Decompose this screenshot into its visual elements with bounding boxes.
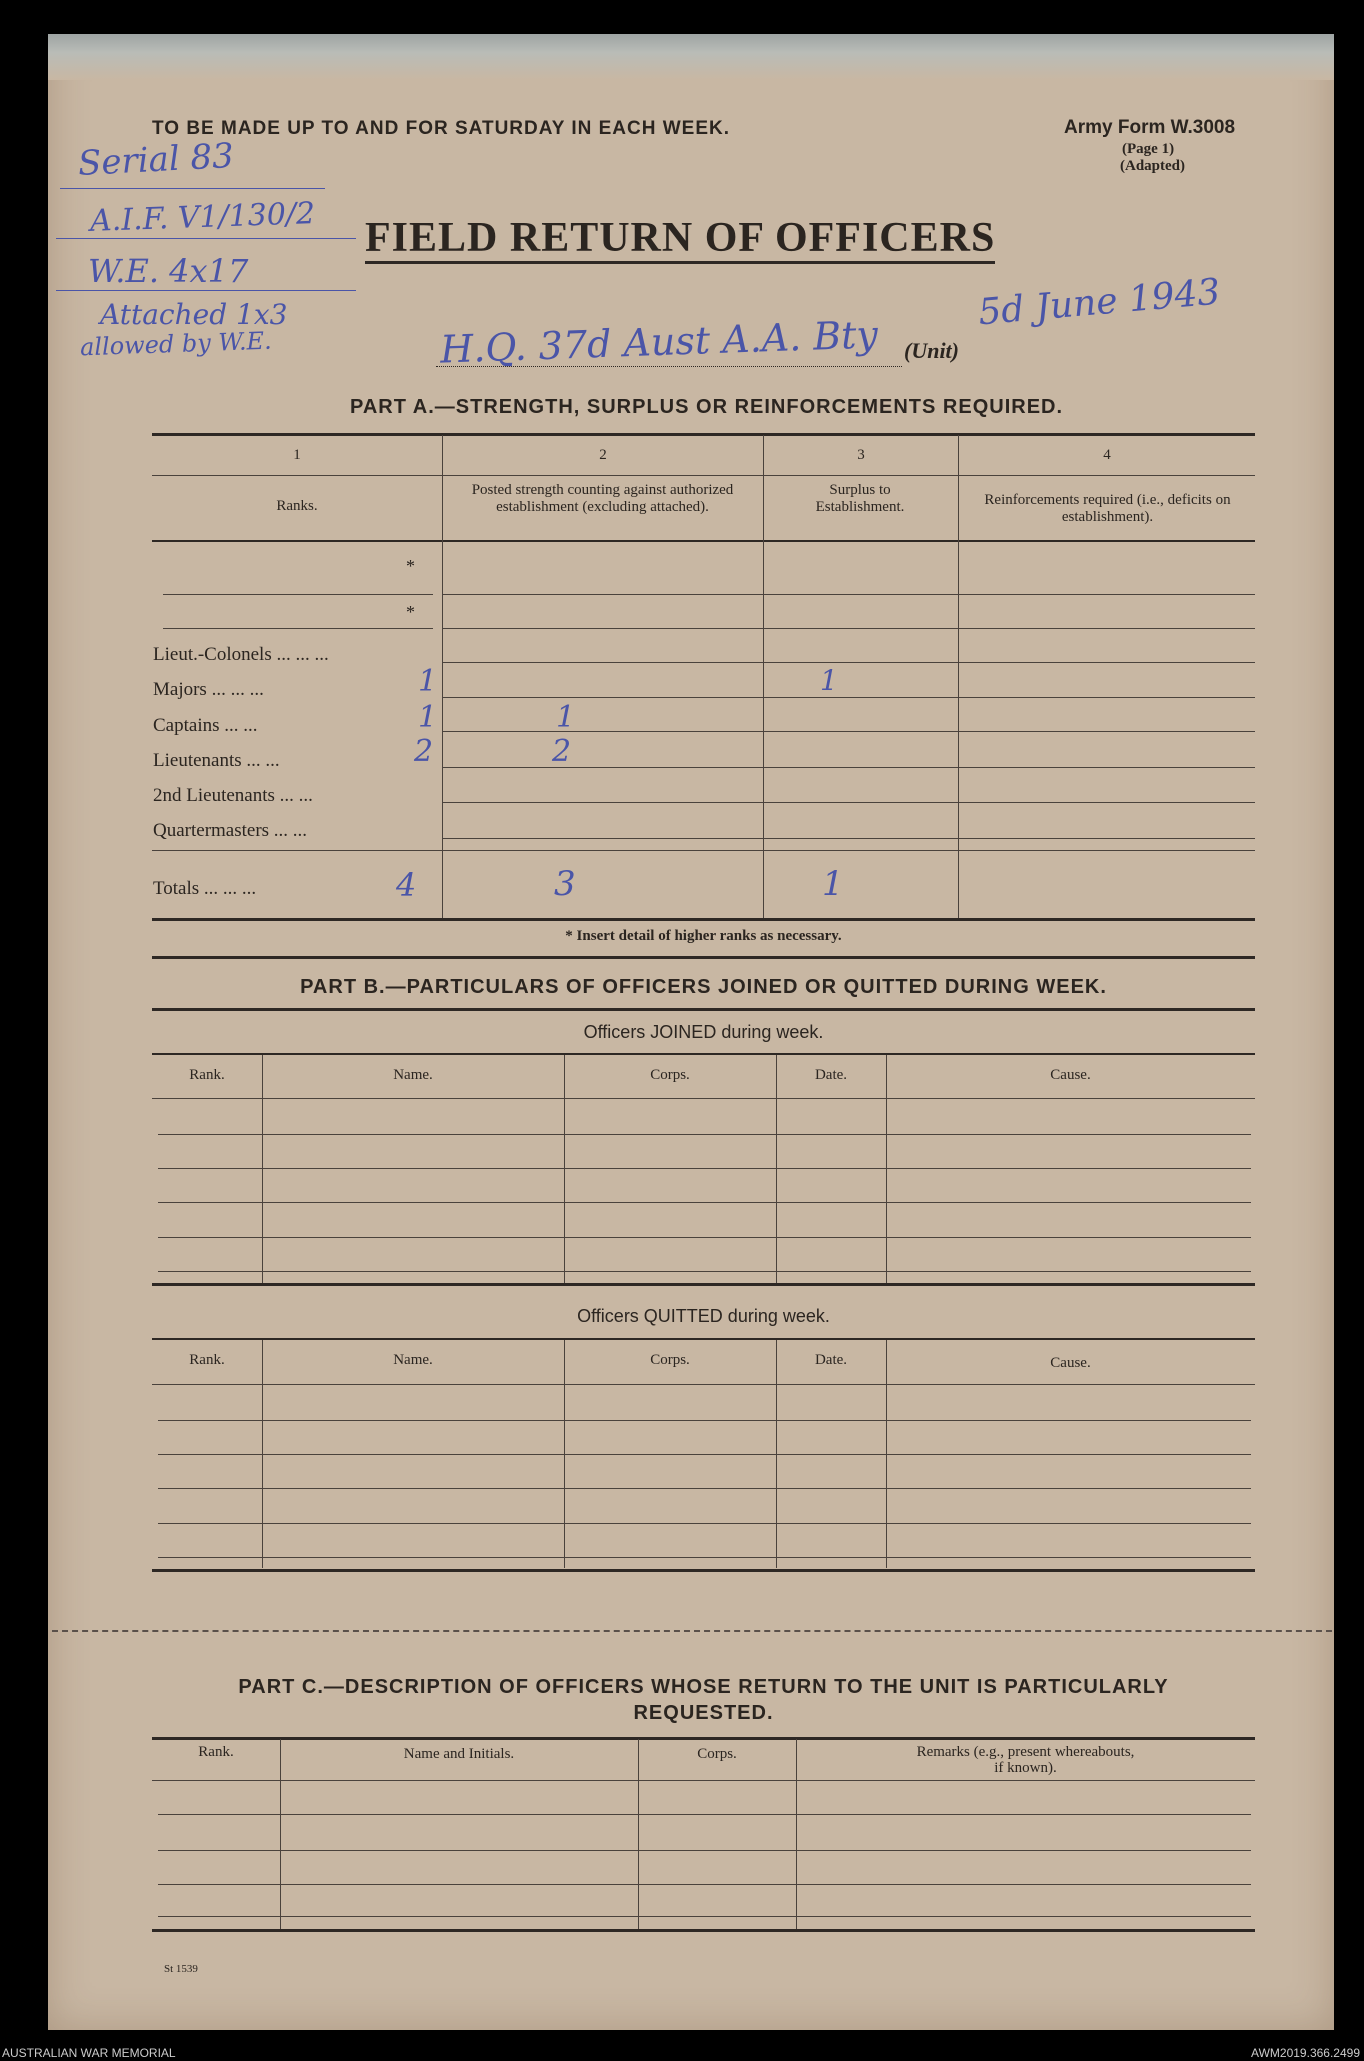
torn-edge — [48, 34, 1334, 80]
joined-vline-2 — [564, 1055, 565, 1283]
lieutenants-est: 2 — [414, 734, 434, 769]
print-code: St 1539 — [164, 1963, 198, 1975]
we-underline — [56, 290, 356, 291]
quitted-bottom-rule — [152, 1569, 1255, 1572]
col-number-4: 4 — [1103, 447, 1111, 463]
quitted-row-5 — [158, 1557, 1251, 1558]
handwritten-attached: Attached 1x3 — [100, 298, 288, 331]
star-line-2 — [163, 628, 433, 629]
part-a-top-rule — [152, 433, 1255, 436]
part-b-heading: PART B.—PARTICULARS OF OFFICERS JOINED OR QUITTED DURING WEEK. — [300, 976, 1107, 998]
rank-captains: Captains ... ... — [153, 715, 258, 736]
col-header-posted: Posted strength counting against authorized establishment (excluding attached). — [471, 482, 734, 515]
page-label: (Page 1) — [1122, 141, 1175, 157]
part-c-heading-2: REQUESTED. — [633, 1702, 774, 1724]
row-line-c — [443, 662, 1255, 663]
joined-col-corps: Corps. — [650, 1067, 690, 1083]
adapted-label: (Adapted) — [1120, 158, 1186, 174]
part-c-row-4 — [158, 1916, 1251, 1917]
rank-lieut-colonels: Lieut.-Colonels ... ... ... — [153, 644, 329, 665]
captains-posted: 1 — [556, 700, 576, 735]
joined-top-rule — [152, 1053, 1255, 1055]
joined-row-5 — [158, 1271, 1251, 1272]
part-c-vline-2 — [638, 1739, 639, 1929]
part-c-row-3 — [158, 1884, 1251, 1885]
joined-row-4 — [158, 1237, 1251, 1238]
totals-top-rule — [152, 850, 1255, 851]
part-a-heading: PART A.—STRENGTH, SURPLUS OR REINFORCEMENTS REQUIRED. — [350, 396, 1064, 418]
totals-est: 4 — [396, 866, 417, 904]
quitted-col-date: Date. — [814, 1352, 848, 1368]
joined-col-cause: Cause. — [1050, 1067, 1091, 1083]
joined-bottom-rule — [152, 1283, 1255, 1286]
star-mark-2: * — [406, 602, 415, 622]
footer-right: AWM2019.366.2499 — [1251, 2046, 1360, 2060]
majors-est: 1 — [418, 664, 438, 699]
rank-lieutenants: Lieutenants ... ... — [153, 750, 280, 771]
part-c-row-2 — [158, 1850, 1251, 1851]
quitted-row-1 — [158, 1420, 1251, 1421]
part-a-num-rule — [152, 475, 1255, 476]
part-a-footnote: * Insert detail of higher ranks as necessary. — [565, 928, 842, 944]
joined-vline-1 — [262, 1055, 263, 1283]
quitted-col-rank: Rank. — [189, 1352, 225, 1368]
handwritten-we: W.E. 4x17 — [88, 252, 249, 290]
star-line-1 — [163, 594, 433, 595]
col-header-surplus: Surplus to Establishment. — [815, 482, 905, 515]
quitted-row-3 — [158, 1488, 1251, 1489]
part-a-vline-3 — [958, 435, 959, 919]
part-c-col-corps: Corps. — [697, 1746, 737, 1762]
form-number: Army Form W.3008 — [1064, 117, 1236, 138]
row-line-a — [443, 594, 1255, 595]
joined-col-name: Name. — [393, 1067, 433, 1083]
quitted-heading: Officers QUITTED during week. — [577, 1306, 830, 1326]
part-c-header-rule — [152, 1780, 1255, 1781]
part-c-col-rank: Rank. — [198, 1744, 234, 1760]
totals-label: Totals ... ... ... — [153, 878, 257, 899]
handwritten-date: 5d June 1943 — [976, 271, 1222, 334]
part-c-col-remarks-2: if known). — [994, 1760, 1057, 1776]
part-a-bottom-rule — [152, 918, 1255, 921]
part-c-vline-3 — [796, 1739, 797, 1929]
quitted-col-cause: Cause. — [1050, 1355, 1091, 1371]
col-number-1: 1 — [293, 447, 301, 463]
joined-row-3 — [158, 1202, 1251, 1203]
rank-majors: Majors ... ... ... — [153, 679, 264, 700]
part-a-vline-2 — [763, 435, 764, 919]
majors-surplus: 1 — [820, 664, 838, 697]
totals-posted: 3 — [554, 864, 576, 904]
row-line-b — [443, 628, 1255, 629]
serial-underline — [60, 188, 325, 189]
col-number-3: 3 — [857, 447, 865, 463]
joined-heading: Officers JOINED during week. — [583, 1022, 824, 1042]
quitted-row-2 — [158, 1454, 1251, 1455]
star-mark-1: * — [406, 556, 415, 576]
quitted-col-corps: Corps. — [650, 1352, 690, 1368]
part-c-bottom-rule — [152, 1929, 1255, 1932]
part-b-top-rule — [152, 1008, 1255, 1011]
joined-vline-3 — [776, 1055, 777, 1283]
rank-quartermasters: Quartermasters ... ... — [153, 820, 308, 841]
joined-col-rank: Rank. — [189, 1067, 225, 1083]
part-c-col-remarks: Remarks (e.g., present whereabouts, — [916, 1744, 1135, 1760]
handwritten-aif: A.I.F. V1/130/2 — [89, 196, 316, 239]
joined-row-2 — [158, 1168, 1251, 1169]
handwritten-serial: Serial 83 — [77, 135, 235, 185]
unit-dotted-line — [436, 366, 902, 367]
rank-2nd-lieutenants: 2nd Lieutenants ... ... — [153, 785, 313, 806]
part-c-heading-1: PART C.—DESCRIPTION OF OFFICERS WHOSE RETURN TO THE UNIT IS PARTICULARLY — [238, 1676, 1169, 1698]
quitted-row-4 — [158, 1523, 1251, 1524]
row-line-g — [443, 802, 1255, 803]
lieutenants-posted: 2 — [552, 734, 572, 769]
perforation-line — [52, 1630, 1332, 1632]
joined-col-date: Date. — [814, 1067, 848, 1083]
quitted-col-name: Name. — [393, 1352, 433, 1368]
instruction-text: TO BE MADE UP TO AND FOR SATURDAY IN EACH WEEK. — [152, 118, 730, 139]
joined-vline-4 — [886, 1055, 887, 1283]
aif-underline — [56, 238, 356, 239]
joined-row-1 — [158, 1134, 1251, 1135]
part-c-top-rule — [152, 1737, 1255, 1740]
row-line-h — [443, 838, 1255, 839]
part-a-end-rule — [152, 956, 1255, 959]
part-c-row-1 — [158, 1814, 1251, 1815]
quitted-header-rule — [152, 1384, 1255, 1385]
captains-est: 1 — [418, 700, 438, 735]
part-c-col-name: Name and Initials. — [403, 1746, 515, 1762]
col-header-ranks: Ranks. — [276, 498, 318, 514]
handwritten-unit: H.Q. 37d Aust A.A. Bty — [439, 312, 879, 372]
part-a-vline-1 — [442, 435, 443, 919]
unit-label: (Unit) — [904, 338, 959, 363]
footer-left: AUSTRALIAN WAR MEMORIAL — [2, 2046, 176, 2060]
totals-surplus: 1 — [822, 864, 844, 904]
quitted-top-rule — [152, 1338, 1255, 1340]
page-title: FIELD RETURN OF OFFICERS — [365, 215, 995, 264]
col-header-reinforcements: Reinforcements required (i.e., deficits on establishment). — [984, 492, 1231, 525]
col-number-2: 2 — [599, 447, 607, 463]
part-a-header-rule — [152, 540, 1255, 542]
handwritten-allowed: allowed by W.E. — [79, 326, 273, 362]
row-line-d — [443, 697, 1255, 698]
part-c-vline-1 — [280, 1739, 281, 1929]
joined-header-rule — [152, 1098, 1255, 1099]
